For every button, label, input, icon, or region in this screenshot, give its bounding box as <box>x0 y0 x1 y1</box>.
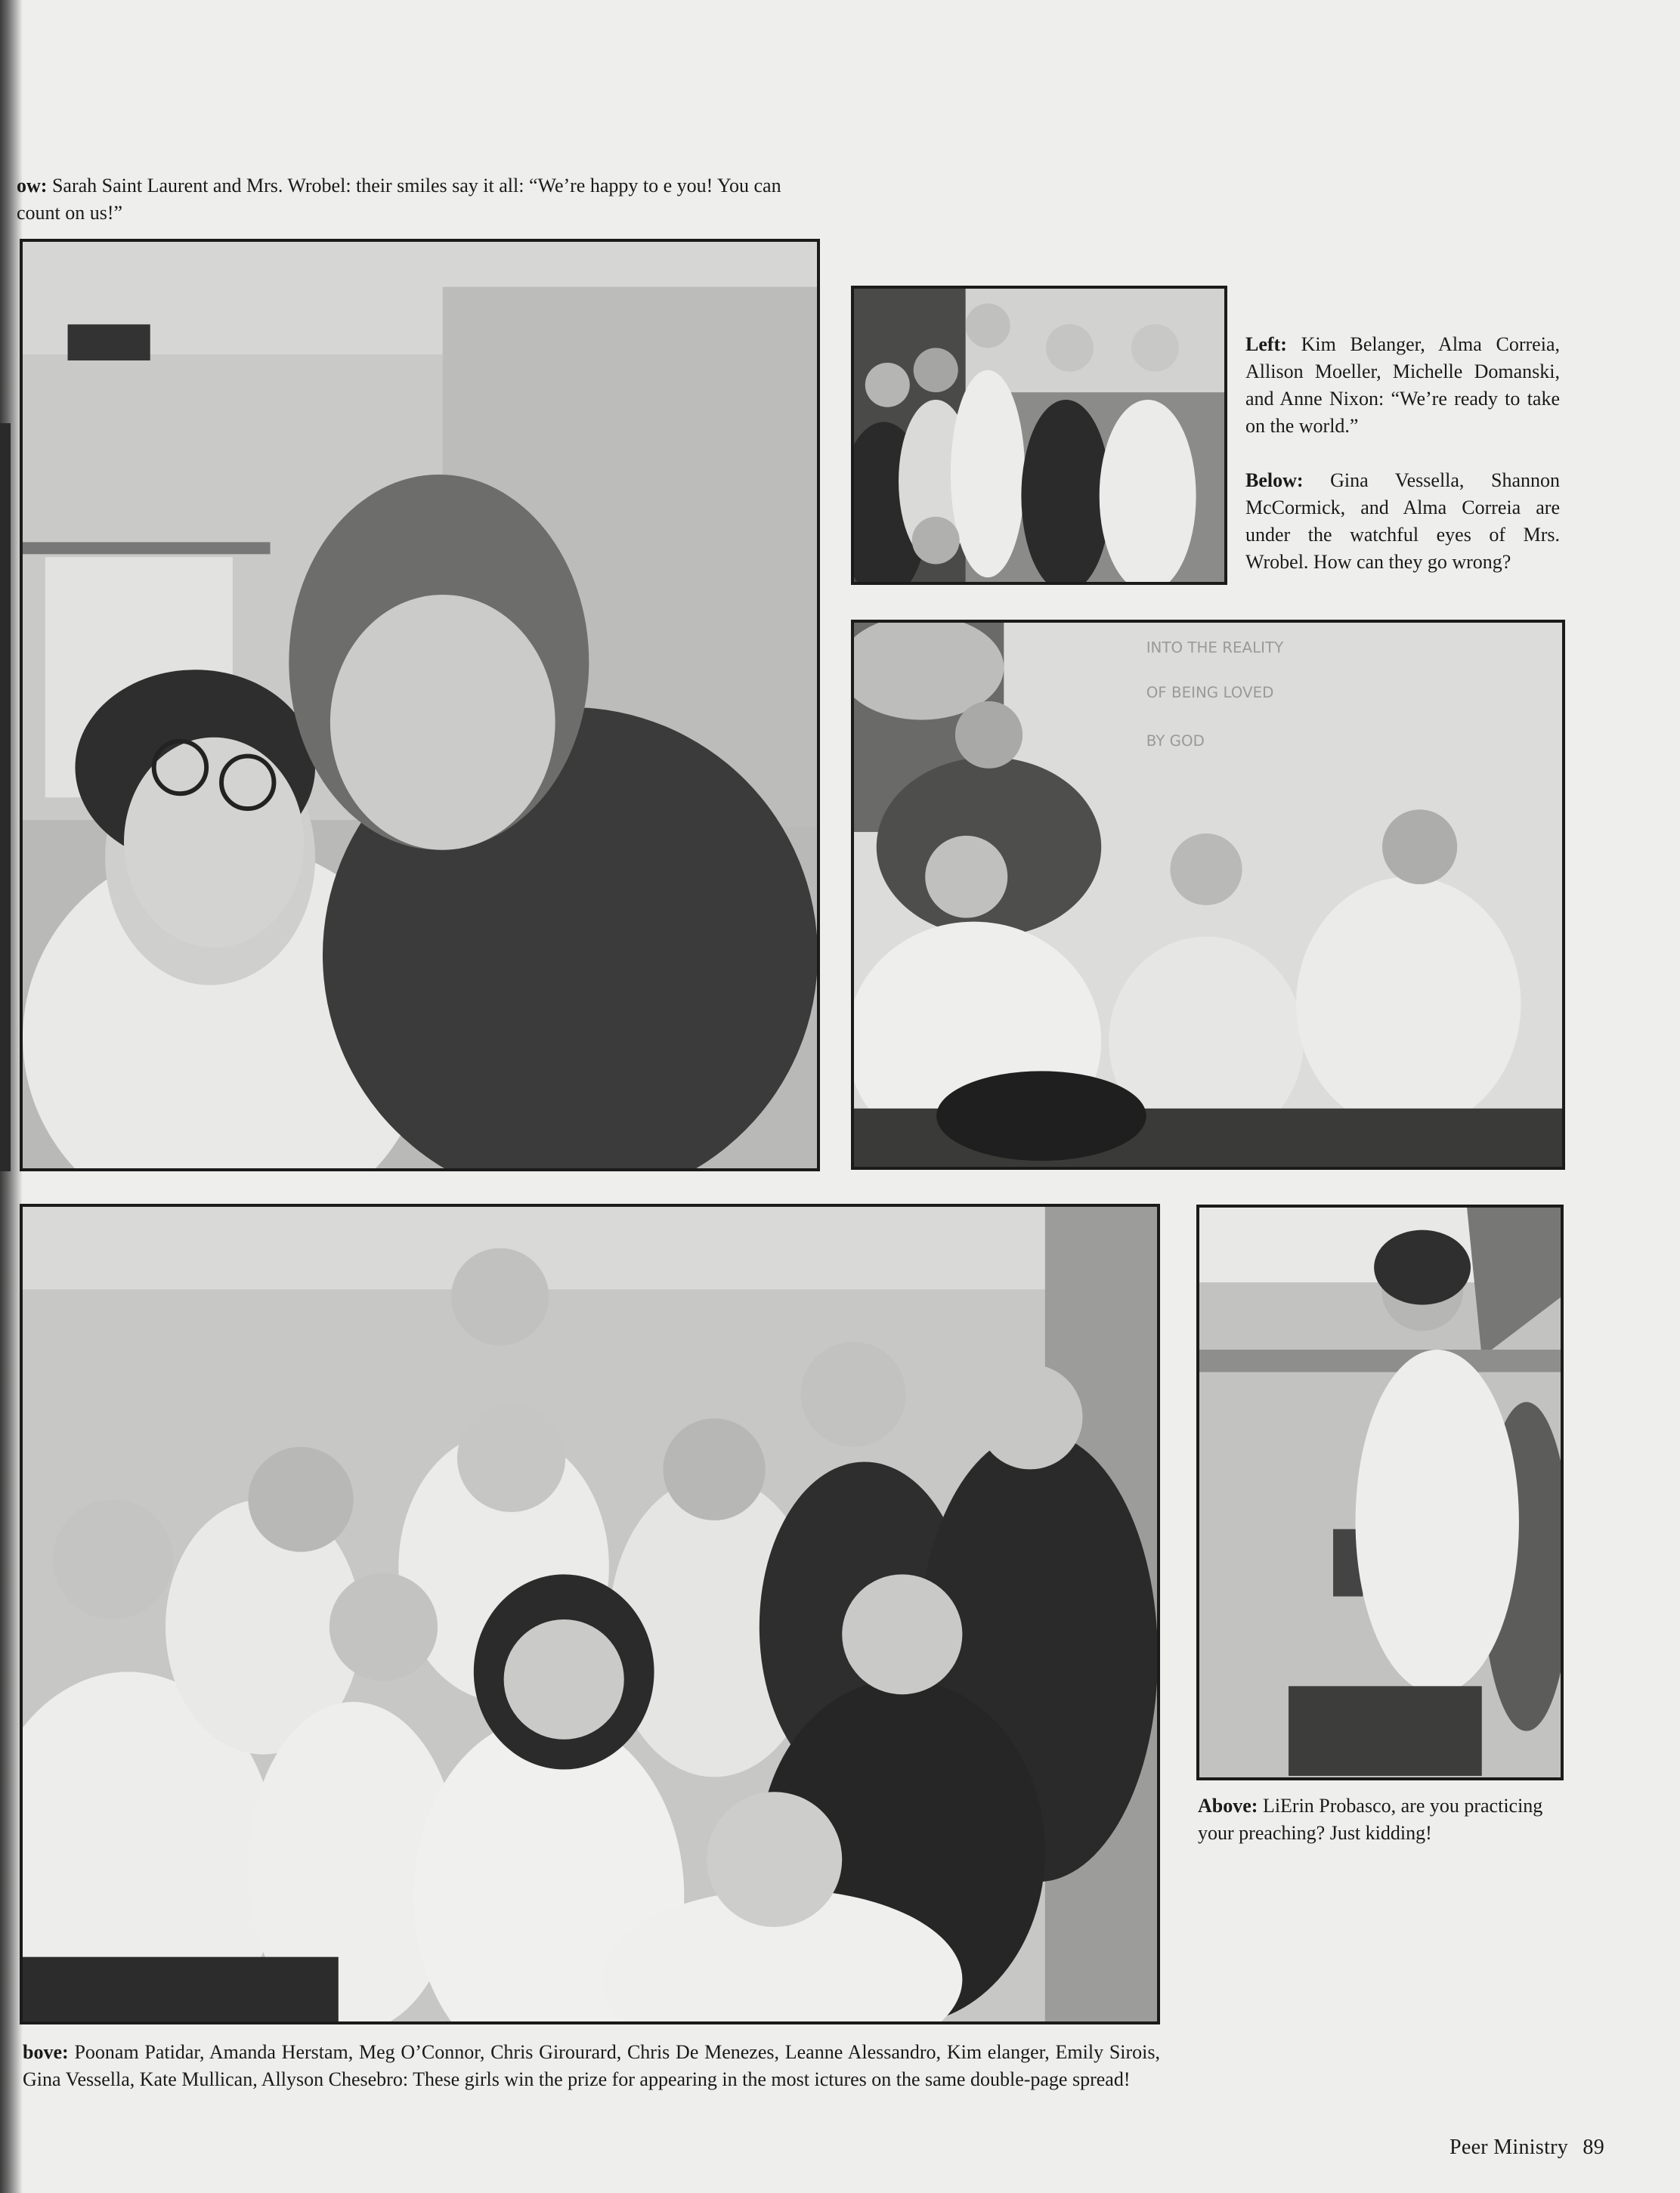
caption-text: Gina Vessella, Shannon McCormick, and Alma Correia are under the watchful eyes of Mrs. Wrobel. How can they go wrong? <box>1245 469 1560 573</box>
whiteboard-line-2: OF BEING LOVED <box>1146 683 1274 701</box>
whiteboard-line-3: BY GOD <box>1146 732 1205 750</box>
caption-text: Kim Belanger, Alma Correia, Allison Moeller, Michelle Domanski, and Anne Nixon: “We’re ready to take on the world.” <box>1245 333 1560 437</box>
caption-lierin <box>1198 1792 1564 1847</box>
caption-label: ow: <box>17 175 48 196</box>
caption-label: Above: <box>1198 1795 1258 1817</box>
page-number: 89 <box>1583 2136 1604 2159</box>
caption-left <box>1245 331 1560 440</box>
photo-group-eleven-girls <box>20 1204 1160 2024</box>
section-title: Peer Ministry <box>1449 2136 1569 2159</box>
caption-label: Below: <box>1245 469 1304 491</box>
caption-below <box>1245 467 1560 576</box>
photo-gina-shannon-alma-wrobel <box>851 620 1565 1170</box>
caption-text: Poonam Patidar, Amanda Herstam, Meg O’Connor, Chris Girourard, Chris De Menezes, Leanne Alessandro, Kim elanger, Emily Sirois, Gina Vessella, Kate Mullican, Allyson Chesebro: These girls win the prize for appearing in the most ictures on the same double-page spread! <box>23 2041 1161 2090</box>
caption-text: LiErin Probasco, are you practicing your preaching? Just kidding! <box>1198 1795 1543 1844</box>
caption-text: Sarah Saint Laurent and Mrs. Wrobel: their smiles say it all: “We’re happy to e you! You can count on us!” <box>17 175 781 224</box>
page-footer <box>1450 2136 1604 2160</box>
caption-group <box>23 2039 1160 2093</box>
whiteboard-line-1: INTO THE REALITY <box>1146 639 1284 657</box>
caption-label: bove: <box>23 2041 69 2063</box>
caption-right-column <box>1245 331 1560 576</box>
caption-sarah-wrobel <box>17 172 818 227</box>
photo-lierin-probasco <box>1196 1205 1564 1780</box>
photo-sarah-and-mrs-wrobel <box>20 239 820 1171</box>
photo-kim-alma-allison-michelle-anne <box>851 286 1227 585</box>
caption-label: Left: <box>1245 333 1287 355</box>
